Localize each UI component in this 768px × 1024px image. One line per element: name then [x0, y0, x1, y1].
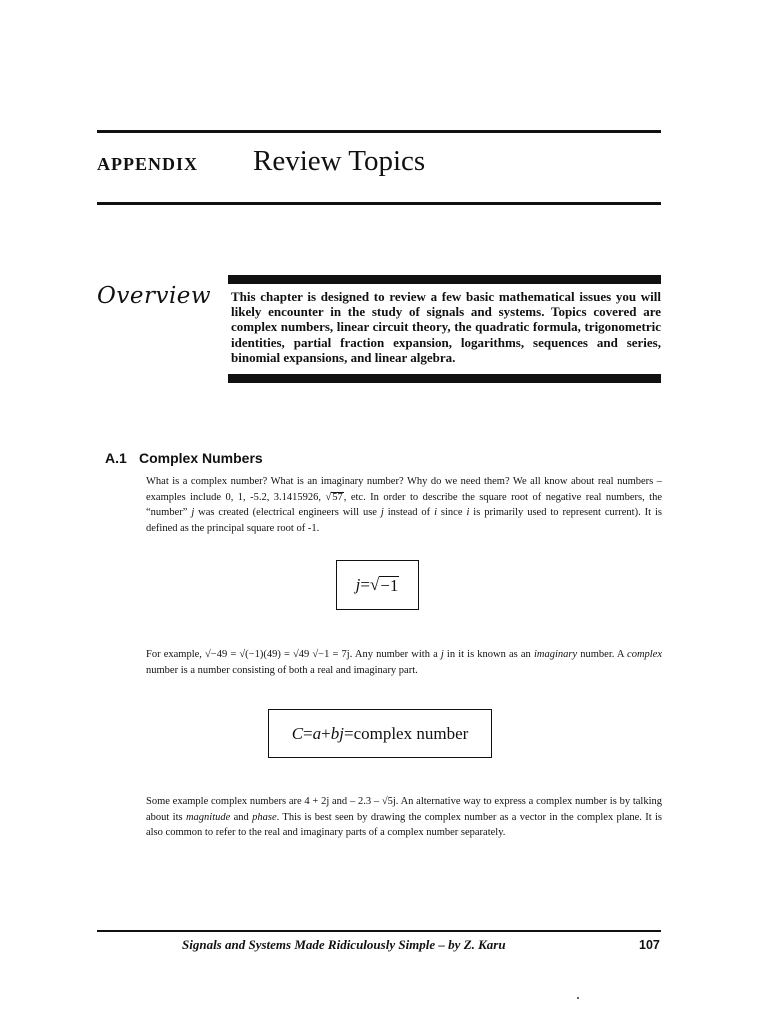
j-definition-equation: j = √ −1	[336, 560, 419, 610]
sqrt-57: 57	[332, 491, 343, 503]
section-number: A.1	[105, 450, 127, 466]
overview-bottom-bar	[228, 374, 661, 383]
header-top-rule	[97, 130, 661, 133]
example-equation: √−49 = √(−1)(49) = √49 √−1 = 7j	[205, 649, 350, 660]
scan-speck	[577, 997, 579, 999]
complex-number-definition-equation: C = a + bj = complex number	[268, 709, 492, 758]
appendix-label: APPENDIX	[97, 154, 198, 174]
footer-rule	[97, 930, 661, 932]
overview-top-bar	[228, 275, 661, 284]
page-number: 107	[639, 938, 660, 952]
example-paragraph: For example, √−49 = √(−1)(49) = √49 √−1 = 7j. Any number with a j in it is known as an imaginary number. A complex number is a number consisting of both a real and imaginary part.	[146, 649, 663, 676]
header-bottom-rule	[97, 202, 661, 205]
examples-paragraph: Some example complex numbers are 4 + 2j and – 2.3 – √5j. An alternative way to express a complex number is by talking about its magnitude and phase. This is best seen by drawing the complex number as a vector in the complex plane. It is also common to refer to the real and imaginary parts of a complex number separately.	[146, 796, 662, 838]
overview-heading: Overview	[97, 283, 212, 309]
chapter-title: Review Topics	[253, 145, 426, 177]
section-title: Complex Numbers	[139, 450, 263, 466]
intro-paragraph: What is a complex number? What is an imaginary number? Why do we need them? We all know about real numbers – examples include 0, 1, -5.2, 3.1415926, √57, etc. In order to describe the square root of negative real numbers, the “number” j was created (electrical engineers will use j instead of i since i is primarily used to represent current). It is defined as the principal square root of -1.	[146, 476, 662, 534]
overview-text: This chapter is designed to review a few basic mathematical issues you will likely encounter in the study of signals and systems. Topics covered are complex numbers, linear circuit theory, the quadratic formula, trigonometric identities, partial fraction expansion, logarithms, sequences and series, binomial expansions, and linear algebra.	[231, 289, 661, 365]
section-heading	[105, 450, 263, 466]
footer-text: Signals and Systems Made Ridiculously Simple – by Z. Karu	[182, 937, 506, 952]
